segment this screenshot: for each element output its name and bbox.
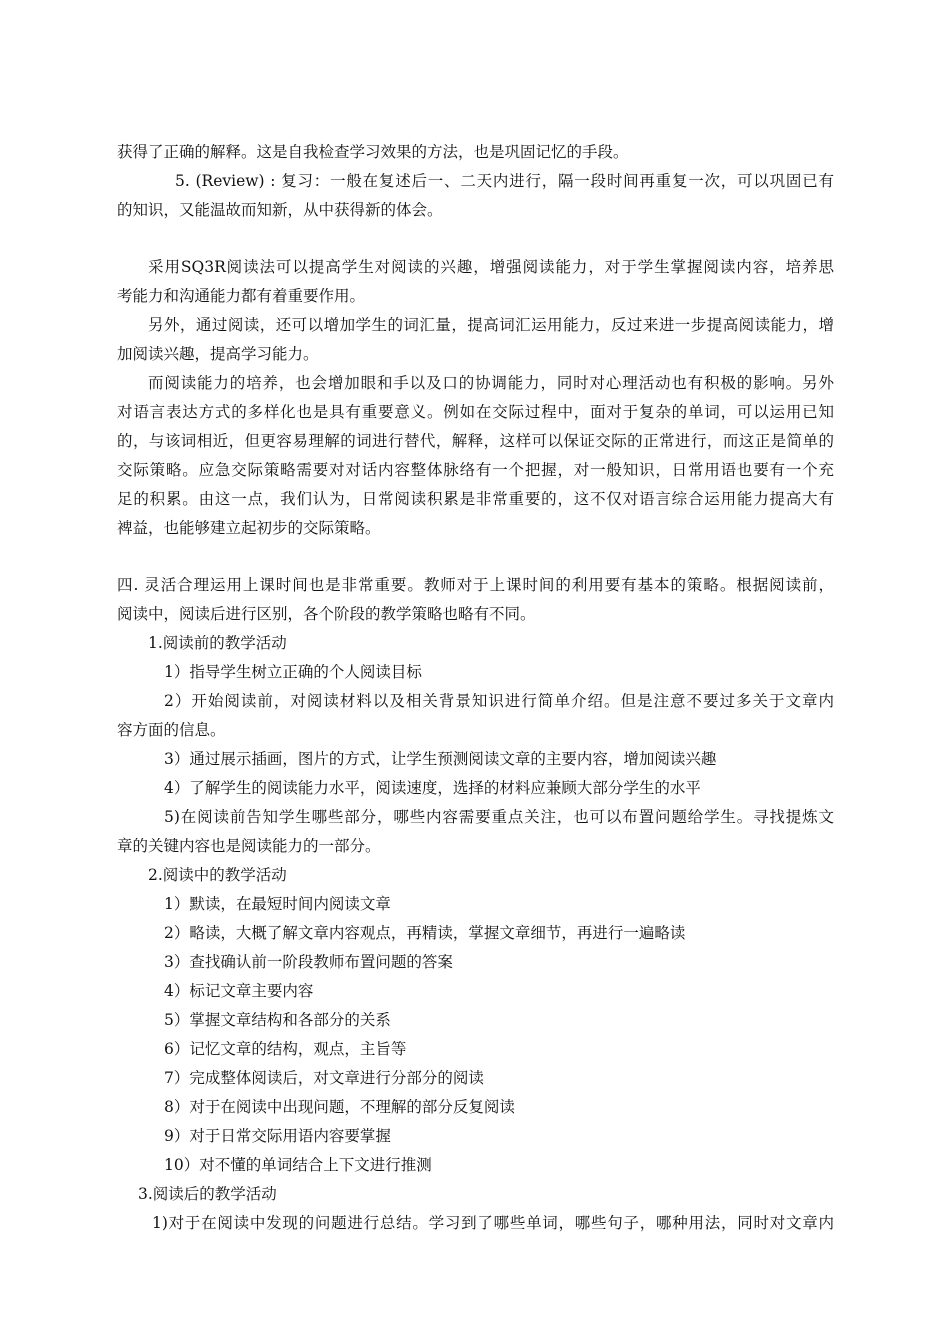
list-item: 3）查找确认前一阶段教师布置问题的答案 <box>164 953 453 971</box>
list-item: 5)在阅读前告知学生哪些部分，哪些内容需要重点关注，也可以布置问题给学生。寻找提炼文 <box>164 808 834 826</box>
paragraph-line: 而阅读能力的培养，也会增加眼和手以及口的协调能力，同时对心理活动也有积极的影响。另外 <box>148 374 834 392</box>
list-item: 3）通过展示插画，图片的方式，让学生预测阅读文章的主要内容，增加阅读兴趣 <box>164 750 717 768</box>
list-item: 2）略读，大概了解文章内容观点，再精读，掌握文章细节，再进行一遍略读 <box>164 924 686 942</box>
list-item: 1）默读，在最短时间内阅读文章 <box>164 895 391 913</box>
list-item: 9）对于日常交际用语内容要掌握 <box>164 1127 391 1145</box>
paragraph-line: 足的积累。由这一点，我们认为，日常阅读积累是非常重要的，这不仅对语言综合运用能力提高大有 <box>117 490 834 508</box>
subheading: 1.阅读前的教学活动 <box>148 634 287 652</box>
list-item: 2）开始阅读前，对阅读材料以及相关背景知识进行简单介绍。但是注意不要过多关于文章内 <box>164 692 834 710</box>
paragraph-line: 采用SQ3R阅读法可以提高学生对阅读的兴趣，增强阅读能力，对于学生掌握阅读内容，培养思 <box>148 258 834 276</box>
paragraph-line: 加阅读兴趣，提高学习能力。 <box>117 345 319 363</box>
list-item: 10）对不懂的单词结合上下文进行推测 <box>164 1156 432 1174</box>
paragraph-line: 5. (Review) : 复习：一般在复述后一、二天内进行，隔一段时间再重复一次，可以巩固已有 <box>175 172 834 190</box>
list-item: 5）掌握文章结构和各部分的关系 <box>164 1011 391 1029</box>
paragraph-line: 考能力和沟通能力都有着重要作用。 <box>117 287 366 305</box>
paragraph-line: 另外，通过阅读，还可以增加学生的词汇量，提高词汇运用能力，反过来进一步提高阅读能力，增 <box>148 316 834 334</box>
list-item: 4）标记文章主要内容 <box>164 982 314 1000</box>
list-item: 1)对于在阅读中发现的问题进行总结。学习到了哪些单词，哪些句子，哪种用法，同时对文章内 <box>152 1214 834 1232</box>
subheading: 3.阅读后的教学活动 <box>138 1185 277 1203</box>
list-item: 6）记忆文章的结构，观点，主旨等 <box>164 1040 407 1058</box>
list-item-continuation: 容方面的信息。 <box>117 721 226 739</box>
paragraph-line: 对语言表达方式的多样化也是具有重要意义。例如在交际过程中，面对于复杂的单词，可以运用已知 <box>117 403 834 421</box>
paragraph-line: 裨益，也能够建立起初步的交际策略。 <box>117 519 381 537</box>
section-heading-line: 四. 灵活合理运用上课时间也是非常重要。教师对于上课时间的利用要有基本的策略。根据阅读前， <box>117 576 834 594</box>
list-item: 7）完成整体阅读后，对文章进行分部分的阅读 <box>164 1069 484 1087</box>
paragraph-line: 的，与该词相近，但更容易理解的词进行替代，解释，这样可以保证交际的正常进行，而这正是简单的 <box>117 432 834 450</box>
list-item: 4）了解学生的阅读能力水平，阅读速度，选择的材料应兼顾大部分学生的水平 <box>164 779 701 797</box>
subheading: 2.阅读中的教学活动 <box>148 866 287 884</box>
paragraph-line: 获得了正确的解释。这是自我检查学习效果的方法，也是巩固记忆的手段。 <box>117 143 629 161</box>
paragraph-line: 交际策略。应急交际策略需要对对话内容整体脉络有一个把握，对一般知识，日常用语也要有一个充 <box>117 461 834 479</box>
paragraph-line: 的知识，又能温故而知新，从中获得新的体会。 <box>117 201 443 219</box>
paragraph-line: 阅读中，阅读后进行区别，各个阶段的教学策略也略有不同。 <box>117 605 536 623</box>
list-item-continuation: 章的关键内容也是阅读能力的一部分。 <box>117 837 381 855</box>
list-item: 1）指导学生树立正确的个人阅读目标 <box>164 663 422 681</box>
list-item: 8）对于在阅读中出现问题，不理解的部分反复阅读 <box>164 1098 515 1116</box>
